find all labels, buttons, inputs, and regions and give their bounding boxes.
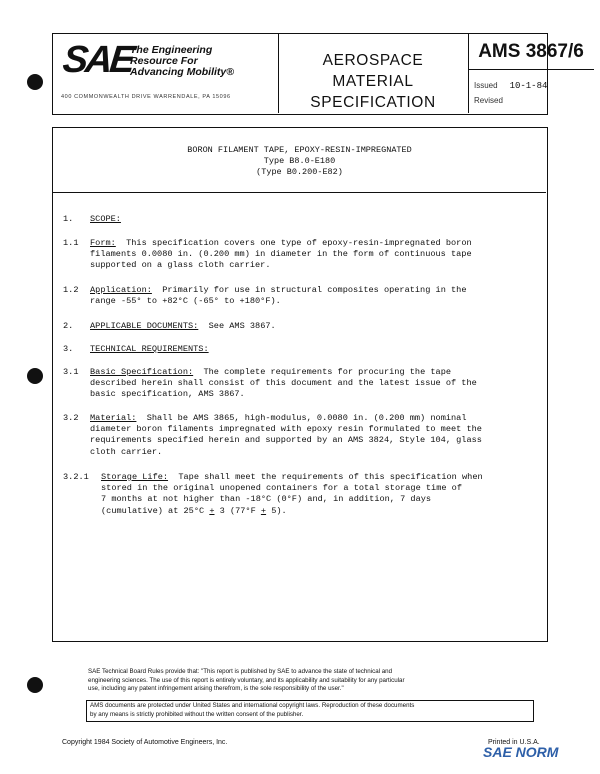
section-3-2-1: 3.2.1 Storage Life: Tape shall meet the requirements of this specification when stored in the original unopened containers for a total storage time of 7 months at not higher than -18°C (0°F) and, in addition, 7 days (cumulative) at 25°C + 3 (77°F + 5). bbox=[63, 472, 483, 516]
publisher-block bbox=[53, 34, 279, 113]
copyright-line: Copyright 1984 Society of Automotive Engineers, Inc. bbox=[62, 739, 228, 746]
printed-in: Printed in U.S.A. bbox=[488, 739, 540, 746]
document-body bbox=[52, 127, 548, 642]
issued-date: 10-1-84 bbox=[509, 81, 548, 91]
section-3-1: 3.1 Basic Specification: The complete requirements for procuring the tape described herein shall consist of this document and the latest issue of the basic specification, AMS 3867. bbox=[63, 367, 477, 400]
section-2: 2. APPLICABLE DOCUMENTS: See AMS 3867. bbox=[63, 321, 276, 331]
watermark-logo: SAE NORM bbox=[483, 744, 559, 760]
section-1: 1. SCOPE: bbox=[63, 214, 121, 224]
spec-type-title: AEROSPACE MATERIAL SPECIFICATION bbox=[310, 52, 436, 111]
section-3: 3. TECHNICAL REQUIREMENTS: bbox=[63, 344, 209, 354]
punch-hole-bottom bbox=[27, 677, 43, 693]
issued-row: Issued 10-1-84 bbox=[474, 81, 548, 91]
publisher-tagline: The Engineering Resource For Advancing Mobility® bbox=[130, 44, 234, 78]
sae-logo: SAE bbox=[60, 39, 135, 81]
section-1-1: 1.1 Form: This specification covers one type of epoxy-resin-impregnated boron filaments 0.0080 in. (0.200 mm) in diameter in the form of continuous tape supported on a glass cloth carrier. bbox=[63, 238, 472, 271]
section-1-2: 1.2 Application: Primarily for use in structural composites operating in the range -55° to +82°C (-65° to +180°F). bbox=[63, 285, 467, 307]
copyright-notice-box: AMS documents are protected under United States and international copyright laws. Reproduction of these documents by any means is strictly prohibited without the written consent of the publisher. bbox=[86, 700, 534, 722]
publisher-address: 400 COMMONWEALTH DRIVE WARRENDALE, PA 15096 bbox=[61, 94, 231, 100]
ams-number: AMS 3867/6 bbox=[468, 34, 594, 70]
punch-hole-top bbox=[27, 74, 43, 90]
document-header bbox=[52, 33, 584, 115]
revised-label: Revised bbox=[474, 96, 503, 105]
section-3-2: 3.2 Material: Shall be AMS 3865, high-modulus, 0.0080 in. (0.200 mm) nominal diameter boron filaments impregnated with epoxy resin formulated to meet the requirements specified herein and supported by an AMS 3824, Style 104, glass cloth carrier. bbox=[63, 413, 482, 457]
technical-board-rules: SAE Technical Board Rules provide that: "This report is published by SAE to advance the state of technical and engineering sciences. The use of this report is entirely voluntary, and its applicability and suitability for any particular use, including any patent infringement arising therefrom, is the sole responsibility of the user." bbox=[88, 668, 405, 692]
title-divider bbox=[53, 192, 546, 193]
punch-hole-middle bbox=[27, 368, 43, 384]
spec-type-block bbox=[278, 34, 469, 113]
document-title: BORON FILAMENT TAPE, EPOXY-RESIN-IMPREGNATED Type B8.0-E180 (Type B0.200-E82) bbox=[187, 145, 412, 177]
